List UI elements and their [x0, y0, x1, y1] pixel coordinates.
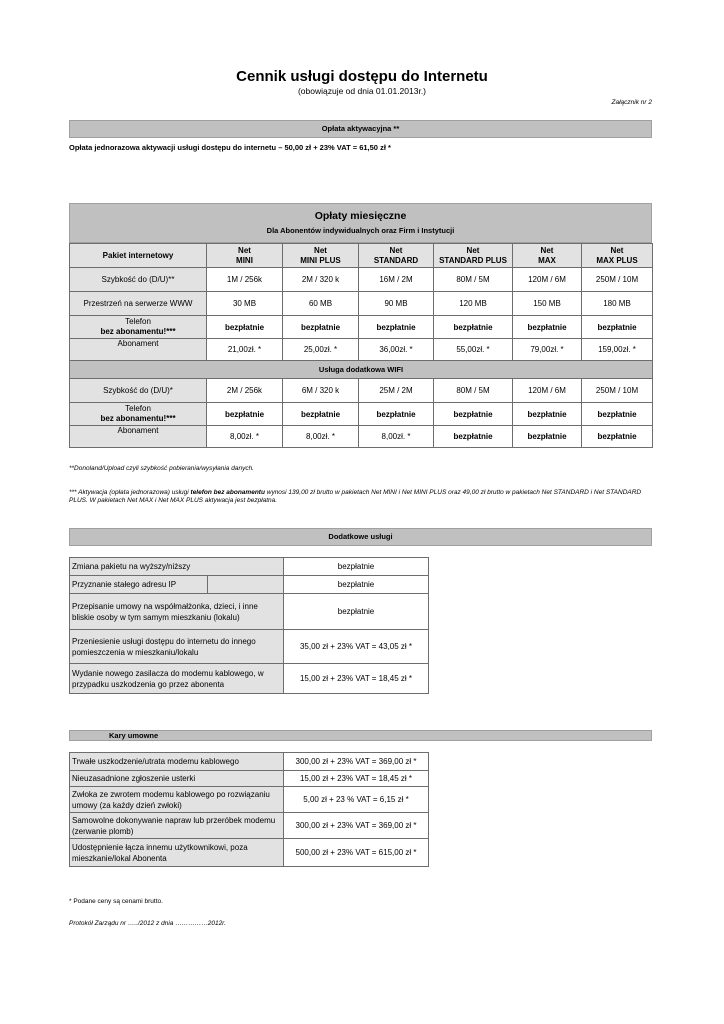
- extra-row: Przeniesienie usługi dostępu do internetu do innego pomieszczenia w mieszkaniu/lokalu 35,00 zł + 23% VAT = 43,05 zł *: [70, 630, 429, 664]
- monthly-title: Opłaty miesięczne: [314, 210, 407, 222]
- penalties-table: [69, 752, 429, 867]
- package-col: Net STANDARD PLUS: [434, 244, 513, 268]
- extra-row: Przepisanie umowy na współmałżonka, dzieci, i inne bliskie osoby w tym samym mieszkaniu (lokalu) bezpłatnie: [70, 594, 429, 630]
- extra-services-bar: Dodatkowe usługi: [69, 528, 652, 546]
- monthly-subtitle: Dla Abonentów indywidualnych oraz Firm i Instytucji: [266, 226, 455, 235]
- wifi-speed-row: Szybkość do (D/U)* 2M / 256k 6M / 320 k 25M / 2M 80M / 5M 120M / 6M 250M / 10M: [70, 379, 653, 403]
- package-col: Net MAX: [513, 244, 582, 268]
- penalty-row: Samowolne dokonywanie napraw lub przeróbek modemu (zerwanie plomb) 300,00 zł + 23% VAT = 369,00 zł *: [70, 813, 429, 839]
- package-header-row: [70, 244, 653, 268]
- package-col: Net MINI PLUS: [283, 244, 359, 268]
- package-col: Net MAX PLUS: [582, 244, 653, 268]
- activation-footnote: *** Aktywacja (opłata jednorazowa) usługi telefon bez abonamentu wynosi 139,00 zł brutto w pakietach Net MINI i Net MINI PLUS oraz 49,00 zł brutto w pakietach Net STANDARD i Net STANDARD PLUS. W pakietach Net MAX i Net MAX PLUS aktywacja jest bezpłatna.: [69, 489, 642, 504]
- subscription-row: Abonament 21,00zł. * 25,00zł. * 36,00zł. * 55,00zł. * 79,00zł. * 159,00zł. *: [70, 339, 653, 361]
- extra-row: Przyznanie stałego adresu IP bezpłatnie: [70, 576, 429, 594]
- page-title: Cennik usługi dostępu do Internetu: [236, 68, 488, 85]
- penalties-bar: Kary umowne: [69, 730, 652, 741]
- protocol-note: Protokół Zarządu nr …../2012 z dnia ……………2012r.: [69, 920, 226, 927]
- gross-price-note: * Podane ceny są cenami brutto.: [69, 898, 163, 905]
- package-col: Net MINI: [207, 244, 283, 268]
- penalty-row: Udostępnienie łącza innemu użytkownikowi, poza mieszkanie/lokal Abonenta 500,00 zł + 23% VAT = 615,00 zł *: [70, 839, 429, 867]
- monthly-header: [69, 203, 652, 243]
- annex-label: Załącznik nr 2: [611, 99, 652, 106]
- extra-row: Zmiana pakietu na wyższy/niższy bezpłatnie: [70, 558, 429, 576]
- wifi-bar-row: [70, 361, 653, 379]
- penalty-row: Trwałe uszkodzenie/utrata modemu kablowego 300,00 zł + 23% VAT = 369,00 zł *: [70, 753, 429, 771]
- package-col: Net STANDARD: [359, 244, 434, 268]
- wifi-phone-label: Telefon bez abonamentu!***: [70, 403, 207, 426]
- extra-row: Wydanie nowego zasilacza do modemu kablowego, w przypadku uszkodzenia go przez abonenta 15,00 zł + 23% VAT = 18,45 zł *: [70, 664, 429, 694]
- package-header-label: Pakiet internetowy: [70, 244, 207, 268]
- wifi-bar: Usługa dodatkowa WIFI: [70, 361, 653, 379]
- wifi-subscription-row: Abonament 8,00zł. * 8,00zł. * 8,00zł. * bezpłatnie bezpłatnie bezpłatnie: [70, 426, 653, 448]
- activation-bar: Opłata aktywacyjna **: [69, 120, 652, 138]
- speed-row: Szybkość do (D/U)** 1M / 256k 2M / 320 k 16M / 2M 80M / 5M 120M / 6M 250M / 10M: [70, 268, 653, 292]
- phone-label: Telefon bez abonamentu!***: [70, 316, 207, 339]
- page-subtitle: (obowiązuje od dnia 01.01.2013r.): [297, 86, 427, 96]
- monthly-table: [69, 243, 653, 448]
- phone-row: Telefon bez abonamentu!*** bezpłatnie bezpłatnie bezpłatnie bezpłatnie bezpłatnie bezpłatnie: [70, 316, 653, 339]
- penalty-row: Nieuzasadnione zgłoszenie usterki 15,00 zł + 23% VAT = 18,45 zł *: [70, 771, 429, 787]
- www-row: Przestrzeń na serwerze WWW 30 MB 60 MB 90 MB 120 MB 150 MB 180 MB: [70, 292, 653, 316]
- extra-services-table: [69, 557, 429, 694]
- penalty-row: Zwłoka ze zwrotem modemu kablowego po rozwiązaniu umowy (za każdy dzień zwłoki) 5,00 zł + 23 % VAT = 6,15 zł *: [70, 787, 429, 813]
- wifi-phone-row: Telefon bez abonamentu!*** bezpłatnie bezpłatnie bezpłatnie bezpłatnie bezpłatnie bezpłatnie: [70, 403, 653, 426]
- speed-footnote: **Donoland/Upload czyli szybkość pobierania/wysyłania danych.: [69, 465, 254, 472]
- activation-fee-text: Opłata jednorazowa aktywacji usługi dostępu do internetu – 50,00 zł + 23% VAT = 61,50 zł *: [69, 143, 391, 152]
